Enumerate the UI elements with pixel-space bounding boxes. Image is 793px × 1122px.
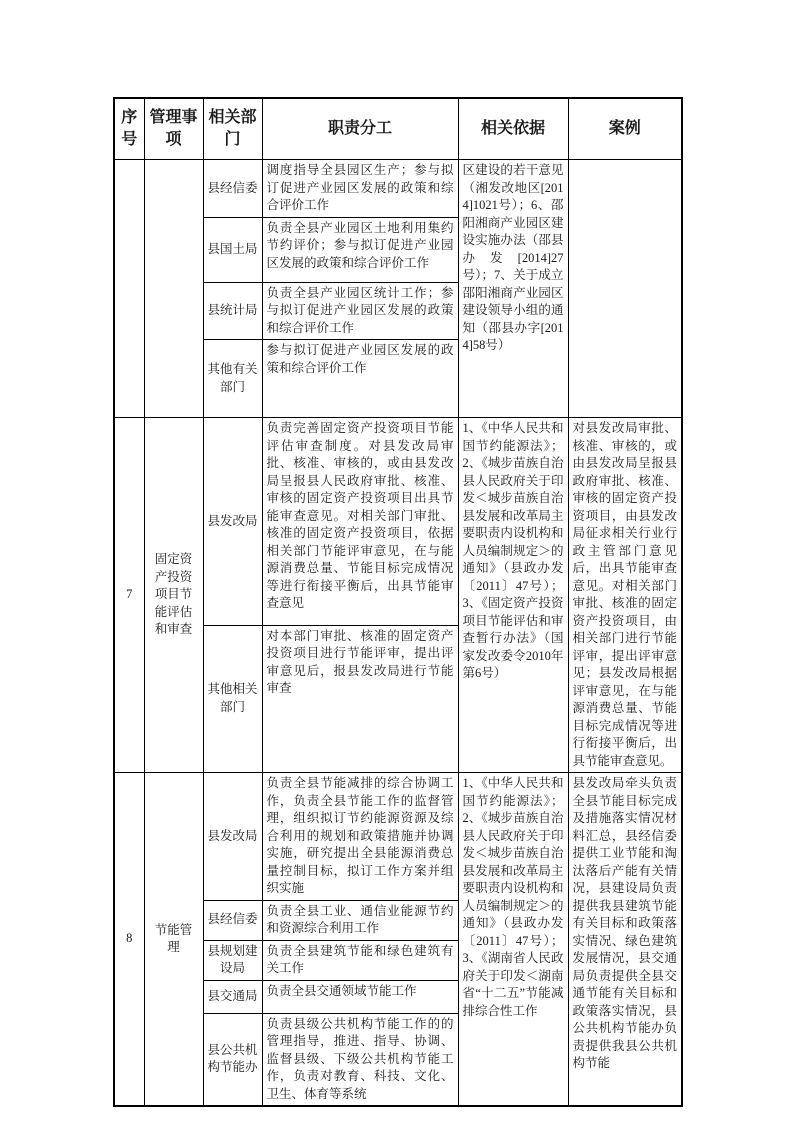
- dept-cell: 县国土局: [203, 217, 262, 282]
- duty-cell: 对本部门审批、核准的固定资产投资项目进行节能评审，提出评审意见后，报县发改局进行节能审查: [262, 625, 458, 772]
- matter-cell: 固定资产投资项目节能评估和审查: [144, 418, 203, 773]
- matter-cell: [144, 160, 203, 418]
- basis-cell: 区建设的若干意见（湘发改地区[2014]1021号）；6、邵阳湘商产业园区建设实施办法（邵县办发[2014]27号）；7、关于成立邵阳湘商产业园区建设领导小组的通知（邵县办字[2014]58号）: [458, 160, 568, 418]
- duty-cell: 调度指导全县园区生产；参与拟订促进产业园区发展的政策和综合评价工作: [262, 160, 458, 218]
- dept-cell: 县规划建设局: [203, 940, 262, 980]
- matter-cell: 节能管理: [144, 773, 203, 1107]
- dept-cell: 县统计局: [203, 282, 262, 340]
- table-row: [114, 418, 682, 626]
- header-case: 案例: [568, 98, 682, 160]
- duty-cell: 负责全县建筑节能和绿色建筑有关工作: [262, 940, 458, 980]
- dept-cell: 县交通局: [203, 980, 262, 1013]
- header-basis: 相关依据: [458, 98, 568, 160]
- header-serial: 序号: [114, 98, 144, 160]
- duty-cell: 负责全县产业园区统计工作；参与拟订促进产业园区发展的政策和综合评价工作: [262, 282, 458, 340]
- basis-cell: 1、《中华人民共和国节约能源法》；2、《城步苗族自治县人民政府关于印发＜城步苗族自治县发展和改革局主要职责内设机构和人员编制规定＞的通知》（县政办发〔2011〕47号）；3、《湖南省人民政府关于印发＜湖南省“十二五”节能减排综合性工作: [458, 773, 568, 1107]
- serial-cell: 8: [114, 773, 144, 1107]
- duty-cell: 负责全县交通领域节能工作: [262, 980, 458, 1013]
- duty-cell: 参与拟订促进产业园区发展的政策和综合评价工作: [262, 340, 458, 418]
- serial-cell: 7: [114, 418, 144, 773]
- case-cell: 县发改局牵头负责全县节能目标完成及措施落实情况材料汇总，县经信委提供工业节能和淘汰落后产能有关情况，县建设局负责提供我县建筑节能有关目标和政策落实情况、绿色建筑发展情况，县交通局负责提供全县交通节能有关目标和政策落实情况，县公共机构节能办负责提供我县公共机构节能: [568, 773, 682, 1107]
- dept-cell: 其他相关部门: [203, 625, 262, 772]
- header-matter: 管理事项: [144, 98, 203, 160]
- case-cell: [568, 160, 682, 418]
- header-duty: 职责分工: [262, 98, 458, 160]
- case-cell: 对县发改局审批、核准、审核的，或由县发改局呈报县政府审批、核准、审核的固定资产投资项目，由县发改局征求相关行业行政主管部门意见后，出具节能审查意见。对相关部门审批、核准的固定资产投资项目，由相关部门进行节能评审，提出评审意见；县发改局根据评审意见，在与能源消费总量、节能目标完成情况等进行衔接平衡后，出具节能审查意见。: [568, 418, 682, 773]
- dept-cell: 县公共机构节能办: [203, 1013, 262, 1106]
- table-row: [114, 773, 682, 901]
- header-department: 相关部门: [203, 98, 262, 160]
- serial-cell: [114, 160, 144, 418]
- dept-cell: 县发改局: [203, 418, 262, 626]
- dept-cell: 县发改局: [203, 773, 262, 901]
- duty-cell: 负责全县节能减排的综合协调工作，负责全县节能工作的监督管理，组织拟订节约能源资源及综合利用的规划和政策措施并协调实施，研究提出全县能源消费总量控制目标，拟订工作方案并组织实施: [262, 773, 458, 901]
- dept-cell: 其他有关部门: [203, 340, 262, 418]
- table-row: [114, 160, 682, 218]
- dept-cell: 县经信委: [203, 900, 262, 940]
- duty-cell: 负责县级公共机构节能工作的的管理指导，推进、指导、协调、监督县级、下级公共机构节能工作，负责对教育、科技、文化、卫生、体育等系统: [262, 1013, 458, 1106]
- duty-cell: 负责全县产业园区土地利用集约节约评价；参与拟订促进产业园区发展的政策和综合评价工作: [262, 217, 458, 282]
- dept-cell: 县经信委: [203, 160, 262, 218]
- duty-cell: 负责全县工业、通信业能源节约和资源综合利用工作: [262, 900, 458, 940]
- duty-cell: 负责完善固定资产投资项目节能评估审查制度。对县发改局审批、核准、审核的，或由县发改局呈报县人民政府审批、核准、审核的固定资产投资项目出具节能审查意见。对相关部门审批、核准的固定资产投资项目，依据相关部门节能评审意见，在与能源消费总量、节能目标完成情况等进行衔接平衡后，出具节能审查意见: [262, 418, 458, 626]
- basis-cell: 1、《中华人民共和国节约能源法》；2、《城步苗族自治县人民政府关于印发＜城步苗族自治县发展和改革局主要职责内设机构和人员编制规定＞的通知》（县政办发〔2011〕47号）；3、《固定资产投资项目节能评估和审查暂行办法》（国家发改委令2010年第6号）: [458, 418, 568, 773]
- responsibility-table: [113, 97, 683, 1107]
- header-row: [114, 98, 682, 160]
